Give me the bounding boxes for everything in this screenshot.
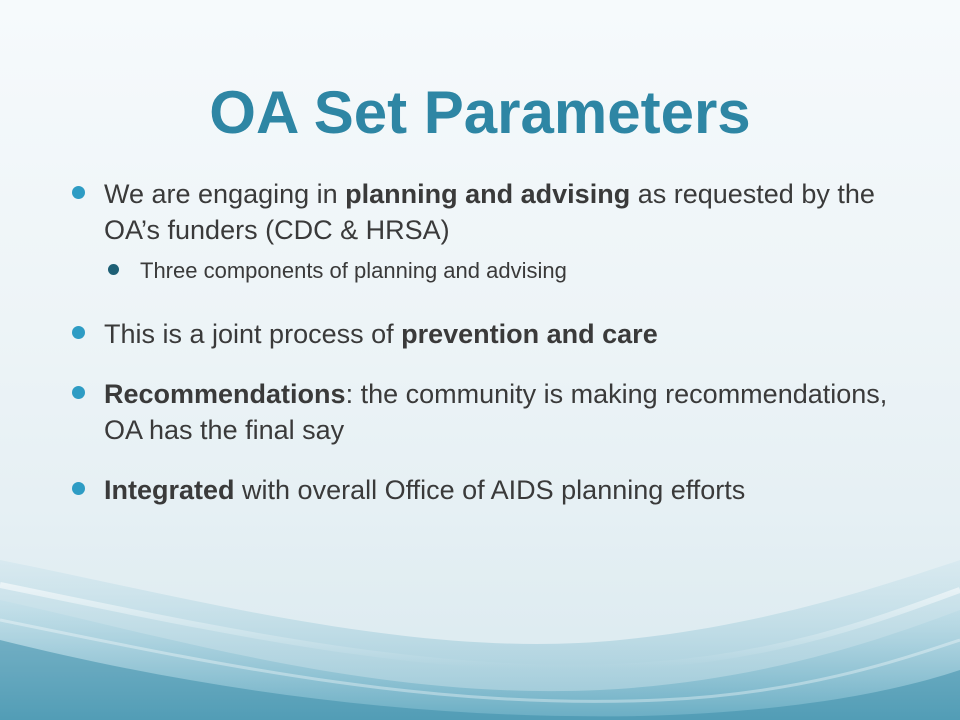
bullet-list: [72, 176, 902, 532]
bullet-bold-text: Recommendations: [104, 379, 346, 409]
bullet-bold-text: planning and advising: [345, 179, 631, 209]
bullet-text: This is a joint process of: [104, 319, 402, 349]
bullet-dot-icon: [72, 386, 85, 399]
bullet-text: as requested by the OA’s funders (CDC & HRSA): [104, 179, 875, 245]
sub-bullet-dot-icon: [108, 264, 119, 275]
sub-bullet-item: [108, 256, 902, 286]
bullet-text: : the community is making recommendations, OA has the final say: [104, 379, 888, 445]
slide-title: OA Set Parameters: [209, 79, 751, 146]
bullet-item: [72, 316, 902, 352]
bullet-item: [72, 176, 902, 248]
bullet-bold-text: prevention and care: [401, 319, 658, 349]
bullet-dot-icon: [72, 326, 85, 339]
sub-bullet-text: Three components of planning and advising: [140, 258, 567, 283]
bullet-text: with overall Office of AIDS planning efforts: [234, 475, 746, 505]
bullet-item: [72, 376, 902, 448]
bullet-bold-text: Integrated: [104, 475, 235, 505]
bullet-text: We are engaging in: [104, 179, 346, 209]
bullet-dot-icon: [72, 482, 85, 495]
bullet-item: [72, 472, 902, 508]
bullet-dot-icon: [72, 186, 85, 199]
